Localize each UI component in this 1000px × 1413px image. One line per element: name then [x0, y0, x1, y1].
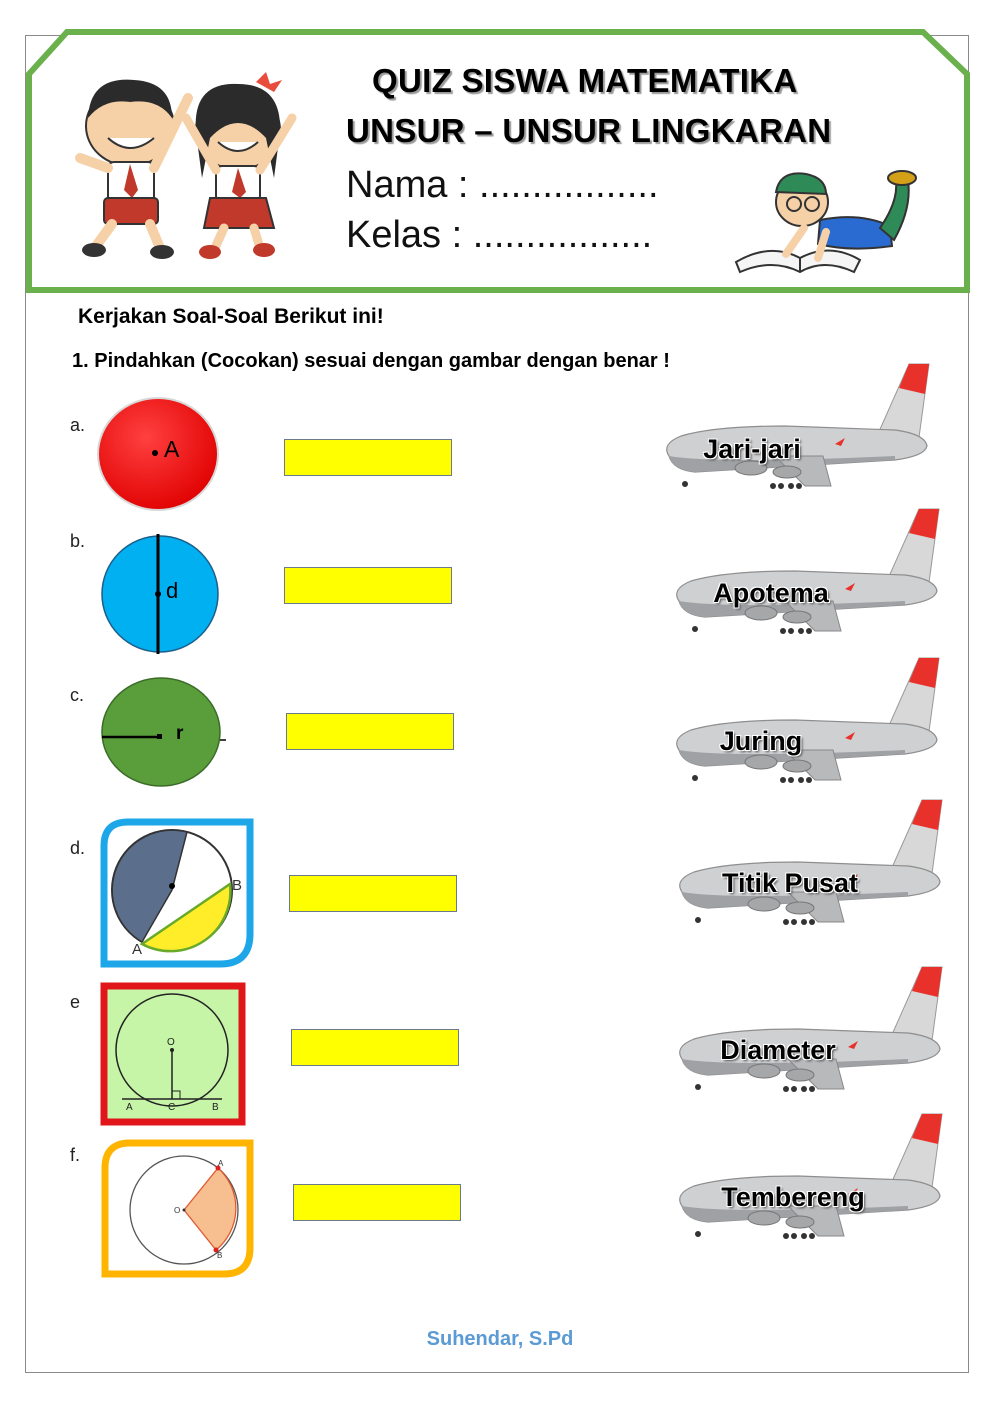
circle-segment-sector-figure [98, 816, 260, 972]
point-b-label: B [232, 877, 243, 894]
center-label: A [164, 436, 180, 462]
class-field: Kelas : ................. [346, 214, 653, 256]
circle-diameter-figure [100, 532, 222, 656]
diameter-label: d [166, 578, 179, 603]
students-illustration [60, 58, 310, 268]
point-b-label: B [212, 1102, 219, 1113]
plane-card-diameter[interactable] [668, 963, 958, 1098]
plane-label: Apotema [713, 578, 829, 608]
plane-card-titik-pusat[interactable] [668, 796, 958, 931]
item-letter-e: e [70, 992, 81, 1012]
airplane-icon [665, 505, 955, 640]
circle-center-point-figure [96, 396, 222, 512]
point-o-label: O [167, 1037, 175, 1048]
question-text: 1. Pindahkan (Cocokan) sesuai dengan gambar dengan benar ! [72, 350, 670, 372]
instruction-text: Kerjakan Soal-Soal Berikut ini! [78, 305, 384, 328]
item-letter-a: a. [70, 415, 86, 435]
plane-card-jari-jari[interactable] [655, 360, 945, 495]
plane-label: Juring [719, 726, 803, 756]
title-line-2: UNSUR – UNSUR LINGKARAN [346, 112, 832, 149]
plane-label: Titik Pusat [721, 868, 859, 898]
plane-card-tembereng[interactable] [668, 1110, 958, 1245]
airplane-icon [655, 360, 945, 495]
point-a-label: A [218, 1159, 224, 1168]
name-field: Nama : ................. [346, 164, 659, 206]
point-a-label: A [126, 1102, 133, 1113]
answer-box-d[interactable] [289, 875, 457, 912]
item-letter-b: b. [70, 531, 86, 551]
airplane-icon [668, 796, 958, 931]
plane-label: Diameter [720, 1035, 836, 1065]
answer-box-e[interactable] [291, 1029, 459, 1066]
plane-label: Jari-jari [703, 434, 801, 464]
circle-sector-figure [100, 1138, 258, 1280]
item-letter-c: c. [70, 685, 85, 705]
airplane-icon [668, 963, 958, 1098]
point-a-label: A [132, 941, 143, 958]
reading-boy-illustration [730, 162, 930, 277]
answer-box-f[interactable] [293, 1184, 461, 1221]
circle-radius-figure [100, 676, 230, 790]
plane-card-apotema[interactable] [665, 505, 955, 640]
airplane-icon [665, 654, 955, 789]
plane-card-juring[interactable] [665, 654, 955, 789]
point-c-label: C [168, 1102, 176, 1113]
circle-apothem-figure [100, 982, 246, 1126]
title-line-1: QUIZ SISWA MATEMATIKA [372, 62, 798, 99]
answer-box-c[interactable] [286, 713, 454, 750]
radius-label: r [176, 723, 184, 744]
point-b-label: B [217, 1251, 223, 1260]
item-letter-f: f. [70, 1145, 81, 1165]
point-o-label: O [174, 1206, 181, 1215]
answer-box-a[interactable] [284, 439, 452, 476]
plane-label: Tembereng [721, 1182, 865, 1212]
item-letter-d: d. [70, 838, 86, 858]
answer-box-b[interactable] [284, 567, 452, 604]
airplane-icon [668, 1110, 958, 1245]
author-credit: Suhendar, S.Pd [426, 1328, 574, 1350]
